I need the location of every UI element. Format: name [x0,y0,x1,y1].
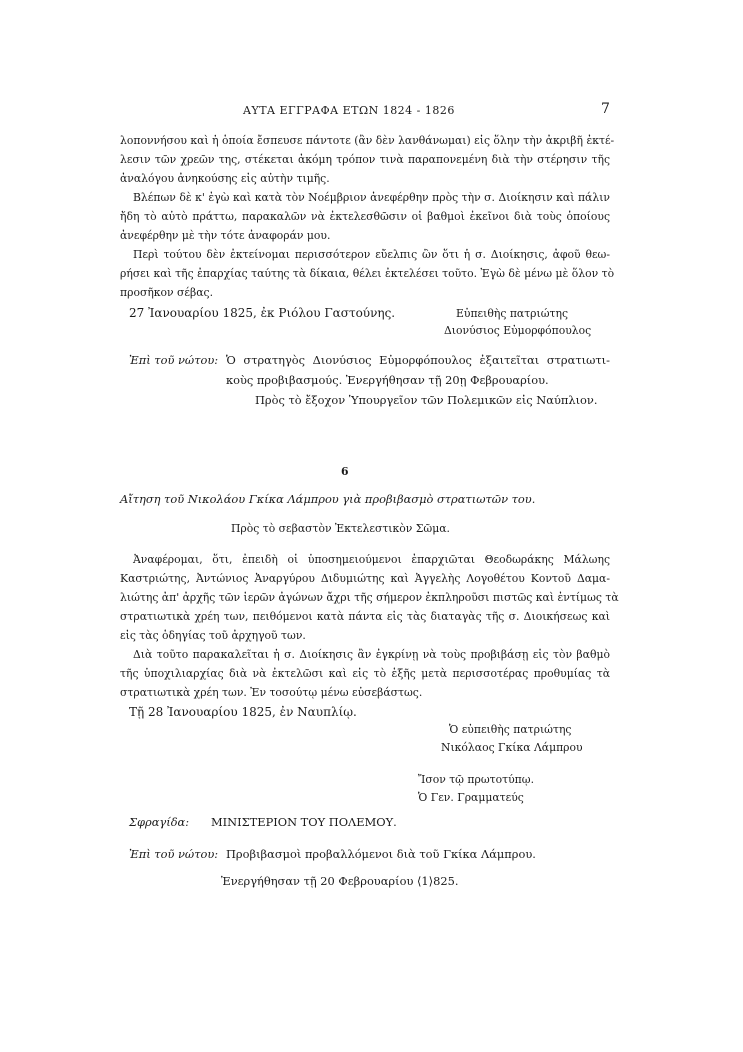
doc6-copy-note-line2: Ὁ Γεν. Γραμματεύς [418,791,524,804]
doc6-para1-line2: Καστριώτης, Ἀντώνιος Ἀναργύρου Διδυμιώτης καὶ Ἀγγελὴς Λογοθέτου Κοντοῦ Δαμα- [120,572,610,585]
doc6-para1-line1: Ἀναφέρομαι, ὅτι, ἐπειδὴ οἱ ὑποσημειούμενοι ἐπαρχιῶται Θεοδωράκης Μάλωης [133,553,610,566]
prev-para2-line1: Βλέπων δὲ κ' ἐγὼ καὶ κατὰ τὸν Νοέμβριον ἀνεφέρθην πρὸς τὴν σ. Διοίκησιν καὶ πάλιν [133,191,610,204]
doc6-seal-label: Σφραγίδα: [129,815,190,829]
page-number: 7 [601,101,610,117]
doc6-date-place: Τῇ 28 Ἰανουαρίου 1825, ἐν Ναυπλίῳ. [129,705,357,719]
prev-verso-label: Ἐπὶ τοῦ νώτου: [129,353,219,367]
prev-verso-line2: κοὺς προβιβασμούς. Ἐνεργήθησαν τῇ 20ῃ Φεβρουαρίου. [226,373,549,387]
prev-para2-line2: ἤδη τὸ αὐτὸ πράττω, παρακαλῶν νὰ ἐκτελεσθῶσιν οἱ βαθμοὶ ἐκεῖνοι διὰ τοὺς ὁποίους [120,210,610,223]
prev-para1-line2: λεσιν τῶν χρεῶν της, στέκεται ἀκόμη τρόπον τινὰ παραπονεμένη διὰ τὴν στέρησιν τῆς [120,153,610,166]
doc6-signature-line1: Ὁ εὐπειθὴς πατριώτης [449,723,572,736]
prev-para3-line1: Περὶ τούτου δὲν ἐκτείνομαι περισσότερον εὔελπις ὢν ὅτι ἡ σ. Διοίκησις, ἀφοῦ θεω- [133,248,610,261]
prev-para2-line3: ἀνεφέρθην μὲ τὴν τότε ἀναφοράν μου. [120,229,331,242]
prev-signature-line2: Διονύσιος Εὐμορφόπουλος [444,324,592,337]
prev-verso-line1: Ὁ στρατηγὸς Διονύσιος Εὐμορφόπουλος ἐξαιτεῖται στρατιωτι- [226,353,610,367]
doc6-copy-note-line1: Ἴσον τῷ πρωτοτύπῳ. [418,773,534,786]
prev-date-place: 27 Ἰανουαρίου 1825, ἐκ Ριόλου Γαστούνης. [129,306,396,320]
prev-para1-line1: λοποννήσου καὶ ἡ ὁποία ἔσπευσε πάντοτε (ἂν δὲν λανθάνωμαι) εἰς ὅλην τὴν ἀκριβῆ ἐκτέ- [120,134,615,147]
document-address: Πρὸς τὸ σεβαστὸν Ἐκτελεστικὸν Σῶμα. [231,522,450,535]
doc6-para2-line2: τῆς ὑποχιλιαρχίας διὰ νὰ ἐκτελῶσι καὶ εἰς τὸ ἑξῆς μετὰ περισσοτέρας προθυμίας τὰ [120,667,610,680]
prev-para3-line2: ρήσει καὶ τῆς ἐπαρχίας ταύτης τὰ δίκαια, θέλει ἐκτελέσει τοῦτο. Ἐγὼ δὲ μένω μὲ ὅλον τὸ [120,267,615,280]
prev-para3-line3: προσῆκον σέβας. [120,286,214,299]
doc6-para1-line3: λιώτης ἀπ' ἀρχῆς τῶν ἱερῶν ἀγώνων ἄχρι τῆς σήμερον ἐκπληροῦσι πιστῶς καὶ ἐντίμως τὰ [120,591,619,604]
running-header: ΑΥΤΑ ΕΓΓΡΑΦΑ ΕΤΩΝ 1824 - 1826 [243,104,455,117]
doc6-signature-line2: Νικόλαος Γκίκα Λάμπρου [441,741,583,754]
doc6-para1-line5: εἰς τὰς ὁδηγίας τοῦ ἀρχηγοῦ των. [120,629,306,642]
doc6-verso-text: Προβιβασμοὶ προβαλλόμενοι διὰ τοῦ Γκίκα Λάμπρου. [226,847,536,861]
doc6-para2-line3: στρατιωτικὰ χρέη των. Ἐν τοσούτῳ μένω εὐσεβάστως. [120,686,423,699]
prev-signature-line1: Εὐπειθὴς πατριώτης [456,307,569,320]
doc6-seal-text: ΜΙΝΙΣΤΕΡΙΟΝ ΤΟΥ ΠΟΛΕΜΟΥ. [211,815,397,829]
doc6-executed: Ἐνεργήθησαν τῇ 20 Φεβρουαρίου ⟨1⟩825. [221,874,459,888]
doc6-verso-label: Ἐπὶ τοῦ νώτου: [129,847,219,861]
document-heading: Αἴτηση τοῦ Νικολάου Γκίκα Λάμπρου γιὰ προβιβασμὸ στρατιωτῶν του. [120,492,536,506]
prev-para1-line3: ἀναλόγου ἀνηκούσης εἰς αὐτὴν τιμῆς. [120,172,330,185]
prev-verso-line3: Πρὸς τὸ ἔξοχον Ὑπουργεῖον τῶν Πολεμικῶν εἰς Ναύπλιον. [255,393,598,407]
doc6-para2-line1: Διὰ τοῦτο παρακαλεῖται ἡ σ. Διοίκησις ἂν ἐγκρίνῃ νὰ τοὺς προβιβάσῃ εἰς τὸν βαθμὸ [133,648,610,661]
doc6-para1-line4: στρατιωτικὰ χρέη των, πειθόμενοι κατὰ πάντα εἰς τὰς διαταγὰς τῆς σ. Διοικήσεως καὶ [120,610,610,623]
document-number: 6 [341,465,349,478]
